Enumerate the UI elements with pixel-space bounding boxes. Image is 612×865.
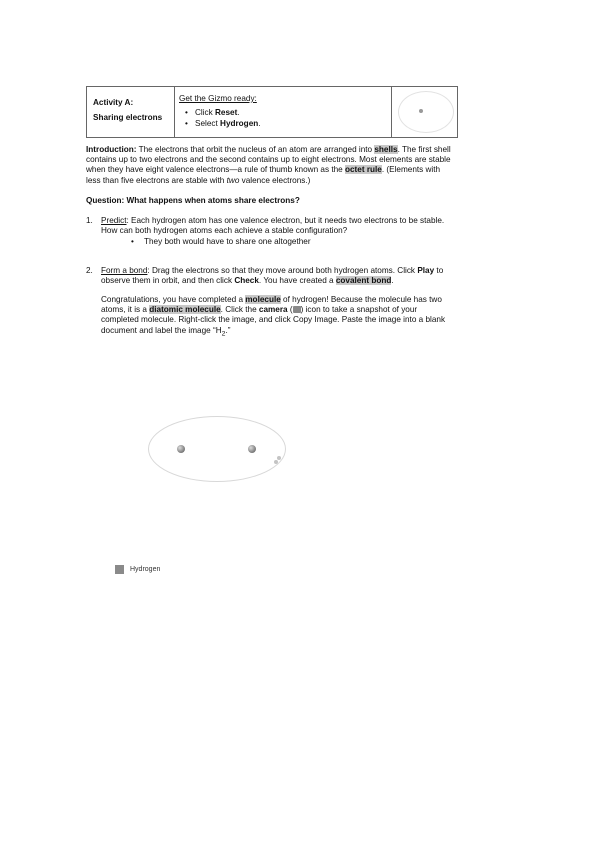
q2-number: 2.: [86, 266, 93, 275]
hydrogen-legend-swatch: [115, 565, 124, 574]
activity-cell: [87, 87, 175, 137]
gizmo-ready-label: Get the Gizmo ready:: [179, 94, 257, 103]
question-heading: Question: What happens when atoms share electrons?: [86, 196, 300, 205]
electron-dot: [277, 456, 281, 460]
q1-text: Predict: Each hydrogen atom has one valence electron, but it needs two electrons to be stable. How can both hydrogen atoms each achieve a stable configuration?: [101, 216, 445, 236]
activity-table: [86, 86, 458, 138]
hydrogen-molecule-image: [148, 416, 288, 486]
electron-dot: [274, 460, 278, 464]
q1-number: 1.: [86, 216, 93, 225]
gizmo-thumbnail: [392, 87, 457, 137]
gizmo-ready-cell: [175, 87, 392, 137]
step-hydrogen: • Select Hydrogen.: [195, 119, 261, 129]
thumbnail-atom: [419, 109, 423, 113]
hydrogen-atom-left: [177, 445, 185, 453]
hydrogen-atom-right: [248, 445, 256, 453]
hydrogen-legend-label: Hydrogen: [130, 566, 161, 573]
activity-title: Activity A:: [93, 98, 134, 107]
q2-text: Form a bond: Drag the electrons so that they move around both hydrogen atoms. Click Play to observe them in orbit, and then click Check. You have created a covalent bond.: [101, 266, 444, 286]
activity-subtitle: Sharing electrons: [93, 113, 163, 122]
q1-answer: • They both would have to share one altogether: [144, 237, 311, 247]
introduction-paragraph: Introduction: The electrons that orbit the nucleus of an atom are arranged into shells. The first shell contains up to two electrons and the second contains up to eight electrons. Most elements are stable when they have eight valence electrons—a rule of thumb known as the octet rule. (Elements with less than five electrons are stable with two valence electrons.): [86, 145, 451, 185]
step-reset: • Click Reset.: [195, 108, 240, 118]
electron-orbit: [148, 416, 286, 482]
congrats-paragraph: Congratulations, you have completed a molecule of hydrogen! Because the molecule has two atoms, it is a diatomic molecule. Click the camera ( ) icon to take a snapshot of your completed molecule. Right-click the image, and click Copy Image. Paste the image into a blank document and label the image “$H_2$.”: [101, 295, 446, 338]
thumbnail-orbit: [398, 91, 454, 133]
camera-icon: [293, 306, 301, 313]
